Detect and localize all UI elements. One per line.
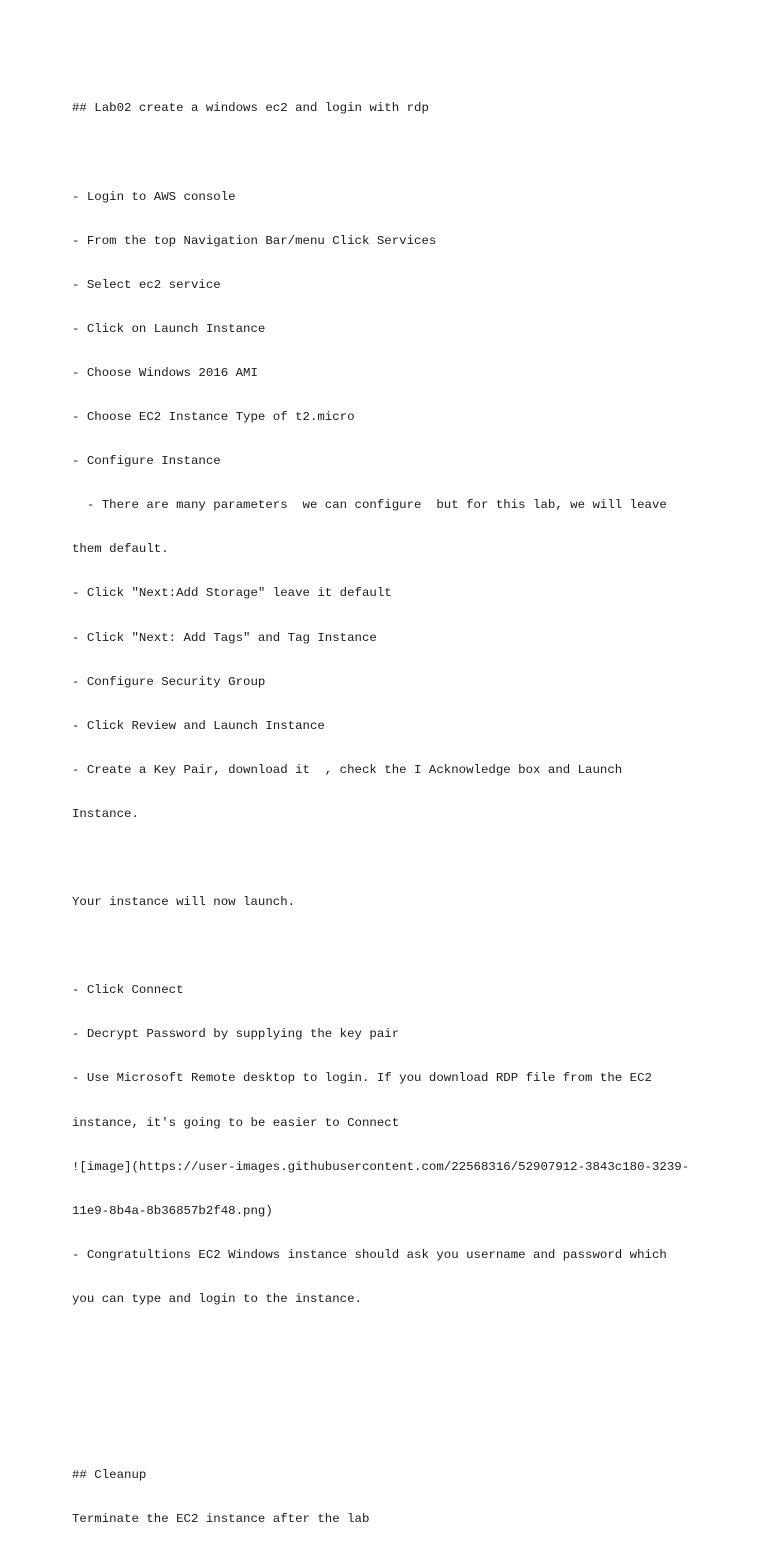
step-line: - Congratultions EC2 Windows instance should ask you username and password which (72, 1247, 667, 1262)
sub-step-line: - There are many parameters we can configure but for this lab, we will leave (72, 498, 667, 513)
blank-line (72, 146, 712, 161)
step-line: - Use Microsoft Remote desktop to login. If you download RDP file from the EC2 (72, 1071, 652, 1086)
sub-step-line: them default. (72, 542, 169, 557)
step-line: you can type and login to the instance. (72, 1291, 362, 1306)
image-markdown-line: 11e9-8b4a-8b36857b2f48.png) (72, 1203, 273, 1218)
step-line: instance, it's going to be easier to Connect (72, 1115, 400, 1130)
step-line: - Click on Launch Instance (72, 321, 266, 336)
document-text (72, 72, 712, 1557)
paragraph-line: Your instance will now launch. (72, 895, 296, 910)
blank-line (72, 851, 712, 866)
step-line: - Configure Security Group (72, 674, 266, 689)
paragraph-line: Terminate the EC2 instance after the lab (72, 1512, 370, 1527)
blank-line (72, 1380, 712, 1395)
step-line: - Click "Next:Add Storage" leave it default (72, 586, 392, 601)
step-line: - From the top Navigation Bar/menu Click Services (72, 233, 437, 248)
step-line: - Choose EC2 Instance Type of t2.micro (72, 410, 355, 425)
step-line: - Select ec2 service (72, 277, 221, 292)
step-line: - Decrypt Password by supplying the key pair (72, 1027, 400, 1042)
blank-line (72, 1336, 712, 1351)
step-line: - Login to AWS console (72, 189, 236, 204)
step-line: - Create a Key Pair, download it , check the I Acknowledge box and Launch (72, 762, 623, 777)
cleanup-heading: ## Cleanup (72, 1468, 147, 1483)
step-line: - Click Connect (72, 983, 184, 998)
step-line: - Choose Windows 2016 AMI (72, 365, 258, 380)
step-line: - Click Review and Launch Instance (72, 718, 325, 733)
step-line: Instance. (72, 806, 139, 821)
step-line: - Click "Next: Add Tags" and Tag Instance (72, 630, 377, 645)
blank-line (72, 939, 712, 954)
step-line: - Configure Instance (72, 454, 221, 469)
lab-title-heading: ## Lab02 create a windows ec2 and login with rdp (72, 101, 429, 116)
blank-line (72, 1424, 712, 1439)
image-markdown-line: ![image](https://user-images.githubusercontent.com/22568316/52907912-3843c180-3239- (72, 1159, 690, 1174)
